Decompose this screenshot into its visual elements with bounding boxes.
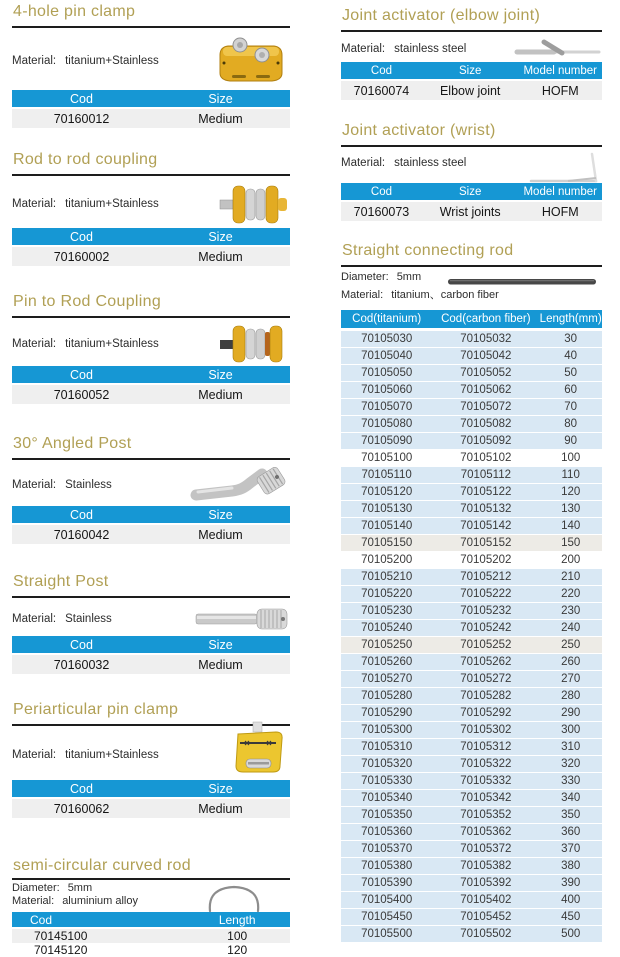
cell-cod-carbon-fiber: 70105102 [432, 449, 539, 466]
table-row [341, 772, 602, 789]
material-label: Material: [12, 55, 57, 67]
col-header-size: Size [151, 506, 290, 525]
table-row [341, 670, 602, 687]
col-header-size: Size [422, 183, 519, 202]
straight-rod-image [446, 277, 598, 287]
col-header-length: Length(mm) [539, 310, 602, 330]
col-header-cod: Cod [12, 780, 151, 799]
cell-cod-titanium: 70105300 [341, 721, 432, 738]
cell-cod-carbon-fiber: 70105452 [432, 908, 539, 925]
material-label: Material: [341, 157, 386, 169]
material-value: Stainless [65, 613, 112, 625]
curved-rod-image [206, 882, 262, 912]
table-row [341, 891, 602, 908]
col-header-cod: Cod [12, 636, 151, 655]
cell-length: 360 [539, 823, 602, 840]
cell-length: 280 [539, 687, 602, 704]
table-row [341, 602, 602, 619]
table-row [12, 655, 290, 674]
cell-model: HOFM [518, 202, 602, 221]
cell-cod: 70160073 [341, 202, 422, 221]
right-column [341, 0, 602, 942]
material-value: stainless steel [394, 43, 467, 55]
cell-cod-titanium: 70105150 [341, 534, 432, 551]
cell-length: 340 [539, 789, 602, 806]
cell-cod-carbon-fiber: 70105312 [432, 738, 539, 755]
cell-length: 70 [539, 398, 602, 415]
cell-cod-titanium: 70105500 [341, 925, 432, 942]
cell-length: 450 [539, 908, 602, 925]
cell-size: Medium [151, 799, 290, 818]
cell-cod-carbon-fiber: 70105232 [432, 602, 539, 619]
spec-table [12, 506, 290, 544]
col-header-length: Length [184, 912, 290, 929]
periarticular-pin-clamp-image [226, 721, 290, 781]
cell-cod-titanium: 70105350 [341, 806, 432, 823]
cell-cod-titanium: 70105040 [341, 347, 432, 364]
cell-length: 60 [539, 381, 602, 398]
cell-cod-carbon-fiber: 70105112 [432, 466, 539, 483]
cell-cod-titanium: 70105090 [341, 432, 432, 449]
material-line [341, 157, 466, 169]
cell-cod-carbon-fiber: 70105292 [432, 704, 539, 721]
cell-cod-titanium: 70105290 [341, 704, 432, 721]
cell-length: 50 [539, 364, 602, 381]
table-row [341, 704, 602, 721]
cell-cod-titanium: 70105030 [341, 330, 432, 347]
cell-length: 320 [539, 755, 602, 772]
col-header-size: Size [151, 636, 290, 655]
spec-label: Material: [12, 895, 55, 907]
cell-cod: 70145120 [12, 943, 184, 957]
material-label: Material: [341, 43, 386, 55]
spec-lines [341, 271, 602, 305]
cell-length: 130 [539, 500, 602, 517]
cell-size: Elbow joint [422, 81, 519, 100]
spec-diameter [12, 882, 138, 895]
cell-length: 110 [539, 466, 602, 483]
material-line [12, 55, 159, 67]
cell-cod-titanium: 70105070 [341, 398, 432, 415]
section-angled-post [12, 434, 290, 544]
cell-cod-titanium: 70105330 [341, 772, 432, 789]
cell-cod: 70160042 [12, 525, 151, 544]
straight-post-image [194, 606, 290, 632]
col-header-size: Size [151, 228, 290, 247]
section-straight-connecting-rod [341, 241, 602, 942]
section-periarticular-pin-clamp [12, 700, 290, 818]
cell-length: 230 [539, 602, 602, 619]
table-row [341, 202, 602, 221]
material-value: stainless steel [394, 157, 467, 169]
table-row [341, 738, 602, 755]
section-title: 30° Angled Post [12, 434, 290, 460]
table-row [341, 330, 602, 347]
cell-cod-carbon-fiber: 70105152 [432, 534, 539, 551]
section-pin-to-rod-coupling [12, 292, 290, 404]
table-row [341, 908, 602, 925]
section-title: 4-hole pin clamp [12, 2, 290, 28]
cell-cod-titanium: 70105270 [341, 670, 432, 687]
cell-length: 240 [539, 619, 602, 636]
cell-length: 80 [539, 415, 602, 432]
cell-cod-titanium: 70105400 [341, 891, 432, 908]
cell-length: 270 [539, 670, 602, 687]
cell-cod-carbon-fiber: 70105332 [432, 772, 539, 789]
cell-length: 40 [539, 347, 602, 364]
cell-cod-carbon-fiber: 70105062 [432, 381, 539, 398]
cell-length: 120 [184, 943, 290, 957]
cell-cod-carbon-fiber: 70105092 [432, 432, 539, 449]
table-row [341, 517, 602, 534]
section-title: Joint activator (wrist) [341, 121, 602, 147]
cell-cod-carbon-fiber: 70105302 [432, 721, 539, 738]
section-title: semi-circular curved rod [12, 856, 290, 880]
cell-length: 30 [539, 330, 602, 347]
spec-table [12, 90, 290, 128]
rod-to-rod-coupling-image [218, 179, 290, 229]
cell-cod: 70160012 [12, 109, 151, 128]
connecting-rod-table [341, 310, 602, 942]
cell-cod-titanium: 70105220 [341, 585, 432, 602]
cell-cod-carbon-fiber: 70105272 [432, 670, 539, 687]
section-wrist-activator [341, 121, 602, 221]
material-value: titanium+Stainless [65, 55, 159, 67]
cell-length: 100 [184, 929, 290, 943]
table-row [12, 247, 290, 266]
cell-cod-titanium: 70105310 [341, 738, 432, 755]
cell-cod-carbon-fiber: 70105252 [432, 636, 539, 653]
cell-cod-titanium: 70105380 [341, 857, 432, 874]
cell-cod-carbon-fiber: 70105072 [432, 398, 539, 415]
cell-cod: 70160002 [12, 247, 151, 266]
wrist-activator-image [528, 151, 602, 185]
table-row [341, 364, 602, 381]
spec-table [12, 636, 290, 674]
cell-cod-carbon-fiber: 70105322 [432, 755, 539, 772]
table-row [341, 755, 602, 772]
cell-cod-titanium: 70105340 [341, 789, 432, 806]
table-row [341, 483, 602, 500]
cell-length: 260 [539, 653, 602, 670]
table-row [341, 636, 602, 653]
col-header-size: Size [422, 62, 519, 81]
cell-length: 400 [539, 891, 602, 908]
table-row [341, 874, 602, 891]
material-value: titanium+Stainless [65, 749, 159, 761]
cell-length: 220 [539, 585, 602, 602]
cell-length: 500 [539, 925, 602, 942]
material-label: Material: [12, 613, 57, 625]
material-line [12, 613, 112, 625]
cell-length: 100 [539, 449, 602, 466]
cell-length: 210 [539, 568, 602, 585]
table-row [341, 432, 602, 449]
cell-length: 120 [539, 483, 602, 500]
section-curved-rod [12, 856, 290, 957]
material-line [12, 338, 159, 350]
material-value: Stainless [65, 479, 112, 491]
table-row [12, 943, 290, 957]
cell-cod: 70145100 [12, 929, 184, 943]
col-header-cod-carbon: Cod(carbon fiber) [432, 310, 539, 330]
col-header-cod: Cod [341, 62, 422, 81]
table-row [341, 415, 602, 432]
spec-value: 5mm [67, 882, 93, 894]
spec-table [341, 183, 602, 221]
table-row [341, 925, 602, 942]
section-elbow-activator [341, 6, 602, 100]
cell-cod-titanium: 70105080 [341, 415, 432, 432]
cell-cod-carbon-fiber: 70105132 [432, 500, 539, 517]
spec-label: Diameter: [341, 271, 389, 283]
cell-cod-carbon-fiber: 70105242 [432, 619, 539, 636]
cell-cod-carbon-fiber: 70105502 [432, 925, 539, 942]
cell-length: 350 [539, 806, 602, 823]
cell-cod-titanium: 70105230 [341, 602, 432, 619]
cell-cod-titanium: 70105210 [341, 568, 432, 585]
cell-cod-carbon-fiber: 70105282 [432, 687, 539, 704]
angled-post-image [190, 463, 290, 507]
cell-length: 380 [539, 857, 602, 874]
col-header-cod: Cod [12, 366, 151, 385]
cell-length: 140 [539, 517, 602, 534]
spec-label: Diameter: [12, 882, 60, 894]
material-label: Material: [12, 338, 57, 350]
table-row [341, 466, 602, 483]
cell-length: 390 [539, 874, 602, 891]
col-header-size: Size [151, 90, 290, 109]
table-row [12, 109, 290, 128]
spec-value: 5mm [396, 271, 422, 283]
cell-cod: 70160074 [341, 81, 422, 100]
cell-size: Medium [151, 109, 290, 128]
cell-cod-titanium: 70105140 [341, 517, 432, 534]
cell-cod-titanium: 70105450 [341, 908, 432, 925]
cell-cod-titanium: 70105250 [341, 636, 432, 653]
connecting-rod-table-body [341, 330, 602, 942]
section-straight-post [12, 572, 290, 674]
col-header-cod: Cod [341, 183, 422, 202]
cell-cod-carbon-fiber: 70105342 [432, 789, 539, 806]
cell-length: 250 [539, 636, 602, 653]
table-row [341, 81, 602, 100]
cell-cod-titanium: 70105320 [341, 755, 432, 772]
cell-cod-carbon-fiber: 70105142 [432, 517, 539, 534]
cell-cod-titanium: 70105390 [341, 874, 432, 891]
cell-cod-titanium: 70105280 [341, 687, 432, 704]
cell-length: 90 [539, 432, 602, 449]
col-header-size: Size [151, 366, 290, 385]
material-label: Material: [12, 198, 57, 210]
spec-material [341, 289, 602, 302]
cell-cod-carbon-fiber: 70105202 [432, 551, 539, 568]
cell-cod-titanium: 70105110 [341, 466, 432, 483]
cell-cod: 70160052 [12, 385, 151, 404]
col-header-cod: Cod [12, 228, 151, 247]
cell-cod-carbon-fiber: 70105262 [432, 653, 539, 670]
cell-cod-titanium: 70105260 [341, 653, 432, 670]
cell-size: Medium [151, 525, 290, 544]
table-row [341, 347, 602, 364]
cell-cod-titanium: 70105130 [341, 500, 432, 517]
cell-cod-carbon-fiber: 70105122 [432, 483, 539, 500]
table-row [341, 449, 602, 466]
cell-length: 370 [539, 840, 602, 857]
section-title: Rod to rod coupling [12, 150, 290, 176]
section-title: Joint activator (elbow joint) [341, 6, 602, 32]
spec-table [341, 62, 602, 100]
table-row [341, 500, 602, 517]
table-row [341, 534, 602, 551]
table-row [341, 789, 602, 806]
cell-cod-carbon-fiber: 70105372 [432, 840, 539, 857]
material-line [12, 479, 112, 491]
cell-length: 290 [539, 704, 602, 721]
curved-rod-table [12, 912, 290, 957]
table-row [341, 806, 602, 823]
material-line [341, 43, 466, 55]
table-row [341, 398, 602, 415]
cell-cod-titanium: 70105200 [341, 551, 432, 568]
material-value: titanium+Stainless [65, 338, 159, 350]
col-header-model: Model number [518, 62, 602, 81]
material-line [12, 198, 159, 210]
cell-model: HOFM [518, 81, 602, 100]
section-title: Periarticular pin clamp [12, 700, 290, 726]
table-row [12, 525, 290, 544]
cell-cod-carbon-fiber: 70105392 [432, 874, 539, 891]
cell-size: Medium [151, 247, 290, 266]
section-four-hole-pin-clamp [12, 2, 290, 128]
col-header-cod: Cod [12, 912, 184, 929]
cell-cod-carbon-fiber: 70105032 [432, 330, 539, 347]
cell-size: Wrist joints [422, 202, 519, 221]
left-column [12, 0, 290, 957]
table-row [12, 385, 290, 404]
table-row [341, 381, 602, 398]
table-row [341, 551, 602, 568]
section-rod-to-rod-coupling [12, 150, 290, 266]
cell-cod-carbon-fiber: 70105082 [432, 415, 539, 432]
cell-cod-carbon-fiber: 70105042 [432, 347, 539, 364]
four-hole-pin-clamp-image [212, 33, 290, 89]
cell-size: Medium [151, 655, 290, 674]
table-row [341, 585, 602, 602]
col-header-cod-titanium: Cod(titanium) [341, 310, 432, 330]
material-value: titanium+Stainless [65, 198, 159, 210]
spec-lines [12, 882, 138, 908]
table-row [12, 799, 290, 818]
cell-length: 310 [539, 738, 602, 755]
pin-to-rod-coupling-image [218, 320, 290, 368]
cell-cod-titanium: 70105060 [341, 381, 432, 398]
table-row [341, 568, 602, 585]
col-header-model: Model number [518, 183, 602, 202]
cell-cod: 70160062 [12, 799, 151, 818]
cell-length: 200 [539, 551, 602, 568]
cell-length: 300 [539, 721, 602, 738]
spec-table [12, 366, 290, 404]
col-header-cod: Cod [12, 90, 151, 109]
cell-cod-carbon-fiber: 70105382 [432, 857, 539, 874]
cell-cod-carbon-fiber: 70105222 [432, 585, 539, 602]
table-row [341, 721, 602, 738]
cell-cod-carbon-fiber: 70105402 [432, 891, 539, 908]
elbow-activator-image [514, 37, 602, 61]
cell-cod-titanium: 70105370 [341, 840, 432, 857]
cell-cod-titanium: 70105050 [341, 364, 432, 381]
material-line [12, 749, 159, 761]
col-header-size: Size [151, 780, 290, 799]
col-header-cod: Cod [12, 506, 151, 525]
spec-label: Material: [341, 289, 384, 301]
cell-cod-titanium: 70105360 [341, 823, 432, 840]
cell-size: Medium [151, 385, 290, 404]
cell-length: 150 [539, 534, 602, 551]
cell-cod: 70160032 [12, 655, 151, 674]
spec-value: titanium、carbon fiber [391, 289, 499, 301]
cell-cod-carbon-fiber: 70105362 [432, 823, 539, 840]
table-row [341, 823, 602, 840]
table-row [341, 653, 602, 670]
table-row [341, 857, 602, 874]
material-label: Material: [12, 749, 57, 761]
spec-table [12, 780, 290, 818]
cell-length: 330 [539, 772, 602, 789]
cell-cod-titanium: 70105120 [341, 483, 432, 500]
cell-cod-carbon-fiber: 70105212 [432, 568, 539, 585]
table-row [341, 840, 602, 857]
section-title: Straight connecting rod [341, 241, 602, 267]
spec-value: aluminium alloy [62, 895, 138, 907]
table-row [341, 619, 602, 636]
table-row [12, 929, 290, 943]
cell-cod-titanium: 70105100 [341, 449, 432, 466]
spec-table [12, 228, 290, 266]
table-row [341, 687, 602, 704]
spec-material [12, 895, 138, 908]
section-title: Pin to Rod Coupling [12, 292, 290, 318]
section-title: Straight Post [12, 572, 290, 598]
cell-cod-carbon-fiber: 70105352 [432, 806, 539, 823]
cell-cod-titanium: 70105240 [341, 619, 432, 636]
material-label: Material: [12, 479, 57, 491]
cell-cod-carbon-fiber: 70105052 [432, 364, 539, 381]
